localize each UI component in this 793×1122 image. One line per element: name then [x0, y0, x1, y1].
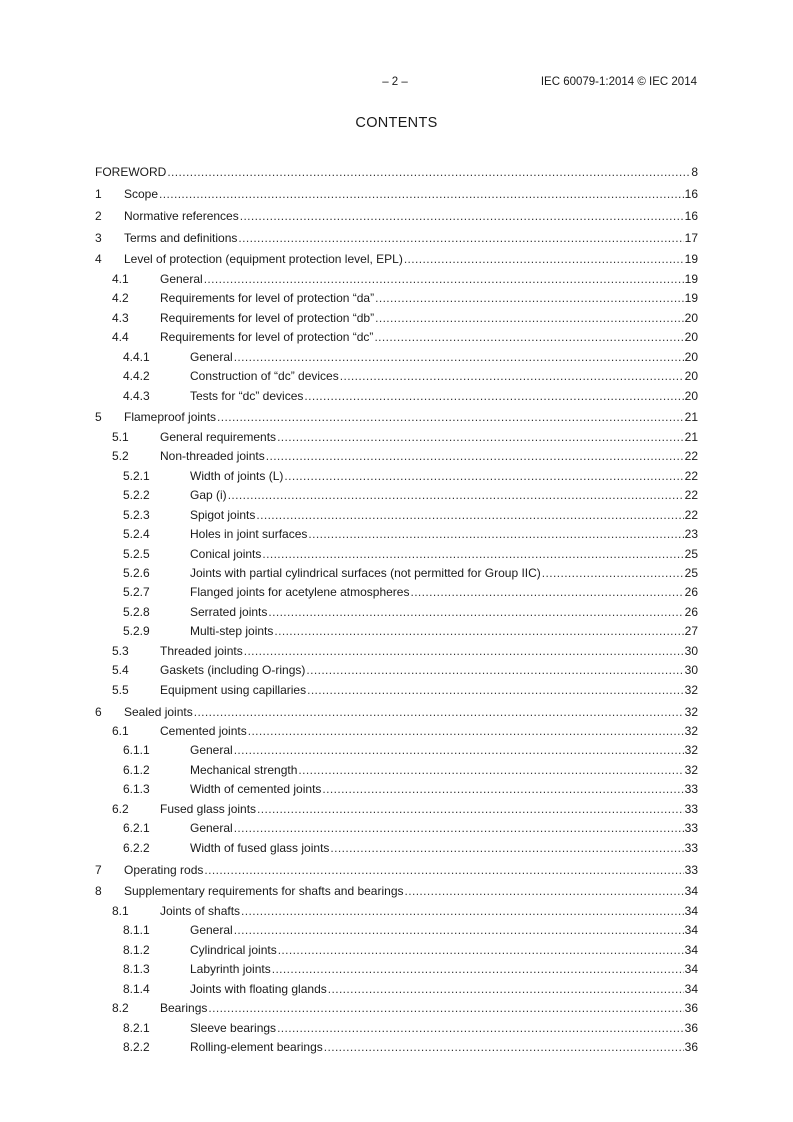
toc-leader-dots — [298, 763, 683, 777]
toc-entry-page: 20 — [684, 330, 698, 345]
toc-entry-page: 36 — [684, 1020, 698, 1035]
toc-leader-dots — [217, 410, 684, 424]
toc-entry-page: 32 — [684, 723, 698, 738]
toc-leader-dots — [194, 705, 684, 719]
toc-leader-dots — [208, 1001, 683, 1015]
toc-entry[interactable] — [95, 882, 698, 901]
toc-entry[interactable] — [95, 486, 698, 505]
toc-entry-number: 8.2.1 — [123, 1020, 150, 1035]
toc-entry-title: Cylindrical joints — [190, 942, 277, 957]
toc-entry[interactable] — [95, 206, 698, 225]
toc-leader-dots — [244, 644, 684, 658]
page-number: – 2 – — [382, 76, 408, 88]
toc-entry-title: Sleeve bearings — [190, 1020, 277, 1035]
toc-leader-dots — [268, 605, 683, 619]
toc-leader-dots — [284, 469, 683, 483]
toc-entry-page: 27 — [684, 624, 698, 639]
toc-entry-number: 5.5 — [112, 682, 129, 697]
toc-leader-dots — [374, 330, 683, 344]
toc-entry-number: 5.2.8 — [123, 604, 150, 619]
toc-leader-dots — [304, 389, 683, 403]
toc-entry-number: 5.2.7 — [123, 585, 150, 600]
toc-entry-page: 16 — [684, 208, 698, 223]
toc-leader-dots — [274, 624, 683, 638]
toc-entry-title: Conical joints — [190, 546, 262, 561]
toc-entry-page: 25 — [684, 565, 698, 580]
toc-entry-page: 34 — [684, 962, 698, 977]
toc-entry-number: 6.1 — [112, 723, 129, 738]
toc-entry-page: 33 — [684, 782, 698, 797]
toc-entry-number: 7 — [95, 862, 102, 877]
toc-entry[interactable] — [95, 901, 698, 920]
toc-leader-dots — [234, 743, 684, 757]
toc-entry[interactable] — [95, 1018, 698, 1037]
toc-leader-dots — [204, 863, 683, 877]
toc-entry-number: 5.2.5 — [123, 546, 150, 561]
toc-entry-title: Fused glass joints — [160, 801, 257, 816]
toc-entry-number: 4.4 — [112, 330, 129, 345]
toc-entry[interactable] — [95, 818, 698, 837]
toc-entry-number: 8.1.1 — [123, 923, 150, 938]
toc-entry-number: 8.1.2 — [123, 942, 150, 957]
toc-entry-number: 4.4.2 — [123, 369, 150, 384]
toc-entry[interactable] — [95, 921, 698, 940]
toc-entry-page: 20 — [684, 369, 698, 384]
toc-entry[interactable] — [95, 622, 698, 641]
toc-leader-dots — [234, 350, 684, 364]
toc-entry-title: Multi-step joints — [190, 624, 274, 639]
toc-entry[interactable] — [95, 427, 698, 446]
toc-entry-number: 5.2.3 — [123, 507, 150, 522]
toc-entry-number: 3 — [95, 230, 102, 245]
toc-entry-page: 33 — [684, 801, 698, 816]
toc-leader-dots — [262, 547, 683, 561]
toc-entry[interactable] — [95, 1037, 698, 1056]
toc-entry-page: 22 — [684, 488, 698, 503]
toc-entry[interactable] — [95, 799, 698, 818]
toc-entry-page: 20 — [684, 388, 698, 403]
toc-entry-number: 8 — [95, 884, 102, 899]
toc-entry-title: Requirements for level of protection “db” — [160, 310, 375, 325]
toc-entry-number: 6.2.1 — [123, 821, 150, 836]
toc-entry-page: 34 — [684, 981, 698, 996]
toc-entry-page: 30 — [684, 643, 698, 658]
toc-entry-title: Tests for “dc” devices — [190, 388, 304, 403]
toc-entry-number: 6.1.1 — [123, 743, 150, 758]
table-of-contents — [95, 162, 698, 1057]
toc-leader-dots — [241, 904, 684, 918]
toc-entry-title: Width of cemented joints — [190, 782, 322, 797]
toc-entry-page: 34 — [684, 903, 698, 918]
toc-entry-title: Operating rods — [124, 862, 204, 877]
toc-entry-page: 23 — [684, 527, 698, 542]
toc-entry-page: 17 — [684, 230, 698, 245]
toc-entry-number: 8.2 — [112, 1001, 129, 1016]
toc-entry[interactable] — [95, 860, 698, 879]
toc-entry-number: 8.1.4 — [123, 981, 150, 996]
toc-entry-page: 32 — [684, 704, 698, 719]
toc-entry-page: 19 — [684, 291, 698, 306]
toc-entry-number: 5.2 — [112, 449, 129, 464]
toc-entry-title: General — [190, 821, 233, 836]
toc-entry[interactable] — [95, 780, 698, 799]
toc-leader-dots — [308, 527, 683, 541]
toc-entry-title: Joints of shafts — [160, 903, 241, 918]
toc-entry-page: 26 — [684, 604, 698, 619]
toc-entry-title: Non-threaded joints — [160, 449, 265, 464]
toc-entry-title: Spigot joints — [190, 507, 256, 522]
toc-entry-number: 5.2.4 — [123, 527, 150, 542]
toc-entry-page: 22 — [684, 507, 698, 522]
toc-entry[interactable] — [95, 466, 698, 485]
toc-entry-title: Labyrinth joints — [190, 962, 271, 977]
toc-leader-dots — [266, 449, 684, 463]
toc-entry-title: Equipment using capillaries — [160, 682, 307, 697]
toc-leader-dots — [167, 165, 690, 179]
toc-entry-title: Width of joints (L) — [190, 468, 284, 483]
toc-leader-dots — [277, 430, 684, 444]
toc-entry[interactable] — [95, 940, 698, 959]
toc-entry-title: General — [190, 349, 233, 364]
toc-entry-number: 5.2.2 — [123, 488, 150, 503]
toc-entry-page: 26 — [684, 585, 698, 600]
toc-leader-dots — [375, 311, 684, 325]
toc-leader-dots — [204, 272, 684, 286]
toc-entry-title: Flanged joints for acetylene atmospheres — [190, 585, 410, 600]
toc-leader-dots — [234, 923, 684, 937]
toc-entry[interactable] — [95, 308, 698, 327]
toc-entry-title: General — [190, 923, 233, 938]
toc-leader-dots — [272, 962, 684, 976]
toc-leader-dots — [330, 841, 683, 855]
toc-entry-page: 8 — [691, 164, 698, 179]
toc-entry-title: Level of protection (equipment protection level, EPL) — [124, 252, 403, 267]
toc-entry[interactable] — [95, 660, 698, 679]
toc-leader-dots — [159, 187, 684, 201]
toc-leader-dots — [248, 724, 684, 738]
toc-entry[interactable] — [95, 505, 698, 524]
toc-entry[interactable] — [95, 702, 698, 721]
toc-entry-page: 33 — [684, 862, 698, 877]
toc-entry-number: 5.1 — [112, 429, 129, 444]
toc-entry-number: 5 — [95, 410, 102, 425]
toc-entry-page: 36 — [684, 1039, 698, 1054]
toc-leader-dots — [307, 683, 684, 697]
toc-entry-title: Flameproof joints — [124, 410, 217, 425]
toc-entry[interactable] — [95, 583, 698, 602]
toc-entry[interactable] — [95, 838, 698, 857]
toc-leader-dots — [328, 982, 684, 996]
toc-entry-page: 21 — [684, 410, 698, 425]
toc-entry-title: Cemented joints — [160, 723, 247, 738]
toc-entry-number: 8.1.3 — [123, 962, 150, 977]
toc-entry-page: 20 — [684, 310, 698, 325]
toc-entry-title: General requirements — [160, 429, 277, 444]
toc-entry[interactable] — [95, 408, 698, 427]
toc-leader-dots — [410, 585, 683, 599]
toc-leader-dots — [405, 884, 684, 898]
toc-entry-title: Gaskets (including O-rings) — [160, 663, 306, 678]
toc-entry[interactable] — [95, 328, 698, 347]
toc-entry-page: 34 — [684, 942, 698, 957]
toc-entry-title: Gap (i) — [190, 488, 227, 503]
toc-entry[interactable] — [95, 998, 698, 1017]
toc-entry-page: 25 — [684, 546, 698, 561]
toc-entry[interactable] — [95, 979, 698, 998]
toc-entry-number: 6.2 — [112, 801, 129, 816]
toc-entry-title: Joints with partial cylindrical surfaces (not permitted for Group IIC) — [190, 565, 541, 580]
toc-leader-dots — [306, 663, 683, 677]
toc-leader-dots — [256, 508, 683, 522]
toc-entry[interactable] — [95, 386, 698, 405]
toc-entry-page: 19 — [684, 271, 698, 286]
toc-entry-title: Construction of “dc” devices — [190, 369, 339, 384]
toc-leader-dots — [542, 566, 684, 580]
toc-leader-dots — [257, 802, 684, 816]
toc-entry-page: 20 — [684, 349, 698, 364]
toc-entry[interactable] — [95, 741, 698, 760]
toc-entry-page: 33 — [684, 821, 698, 836]
toc-entry-number: 6 — [95, 704, 102, 719]
toc-entry-page: 21 — [684, 429, 698, 444]
toc-entry-number: 4.4.3 — [123, 388, 150, 403]
toc-entry[interactable] — [95, 184, 698, 203]
toc-leader-dots — [322, 782, 683, 796]
toc-leader-dots — [240, 209, 684, 223]
toc-entry-title: Rolling-element bearings — [190, 1039, 323, 1054]
toc-entry[interactable] — [95, 250, 698, 269]
toc-entry[interactable] — [95, 760, 698, 779]
toc-entry[interactable] — [95, 447, 698, 466]
toc-entry[interactable] — [95, 162, 698, 181]
toc-entry-page: 32 — [684, 682, 698, 697]
toc-entry-title: Terms and definitions — [124, 230, 238, 245]
toc-entry-page: 22 — [684, 468, 698, 483]
toc-entry-title: General — [190, 743, 233, 758]
toc-entry-page: 19 — [684, 252, 698, 267]
toc-entry-title: Scope — [124, 186, 159, 201]
toc-entry-page: 34 — [684, 923, 698, 938]
toc-entry-number: 6.2.2 — [123, 840, 150, 855]
toc-entry[interactable] — [95, 228, 698, 247]
toc-entry-title: Threaded joints — [160, 643, 243, 658]
toc-entry-number: 5.3 — [112, 643, 129, 658]
toc-leader-dots — [340, 369, 684, 383]
toc-entry[interactable] — [95, 960, 698, 979]
toc-entry-title: Width of fused glass joints — [190, 840, 330, 855]
toc-entry[interactable] — [95, 347, 698, 366]
toc-entry[interactable] — [95, 524, 698, 543]
toc-entry-number: 4.3 — [112, 310, 129, 325]
toc-entry-number: 5.2.6 — [123, 565, 150, 580]
toc-entry-number: 6.1.2 — [123, 762, 150, 777]
page-title: CONTENTS — [355, 115, 438, 131]
toc-entry-number: 5.4 — [112, 663, 129, 678]
toc-entry-page: 33 — [684, 840, 698, 855]
toc-entry[interactable] — [95, 641, 698, 660]
toc-leader-dots — [324, 1040, 684, 1054]
toc-entry[interactable] — [95, 544, 698, 563]
toc-entry[interactable] — [95, 680, 698, 699]
toc-entry-title: Sealed joints — [124, 704, 193, 719]
toc-entry-title: Requirements for level of protection “da” — [160, 291, 375, 306]
toc-leader-dots — [238, 231, 683, 245]
toc-entry[interactable] — [95, 269, 698, 288]
toc-entry-title: FOREWORD — [95, 164, 167, 179]
toc-entry-number: 4.2 — [112, 291, 129, 306]
toc-entry[interactable] — [95, 721, 698, 740]
toc-entry-title: Normative references — [124, 208, 239, 223]
toc-entry-number: 5.2.1 — [123, 468, 150, 483]
toc-leader-dots — [277, 1021, 684, 1035]
toc-entry-title: Holes in joint surfaces — [190, 527, 308, 542]
toc-entry-title: Supplementary requirements for shafts and bearings — [124, 884, 404, 899]
toc-entry-page: 36 — [684, 1001, 698, 1016]
toc-entry-page: 32 — [684, 743, 698, 758]
toc-leader-dots — [234, 821, 684, 835]
toc-entry-page: 22 — [684, 449, 698, 464]
toc-entry-number: 6.1.3 — [123, 782, 150, 797]
toc-entry[interactable] — [95, 366, 698, 385]
standard-reference: IEC 60079-1:2014 © IEC 2014 — [540, 76, 697, 88]
page-header — [0, 76, 793, 92]
toc-entry-title: Mechanical strength — [190, 762, 298, 777]
toc-entry-page: 34 — [684, 884, 698, 899]
toc-entry-number: 2 — [95, 208, 102, 223]
toc-entry-number: 8.2.2 — [123, 1039, 150, 1054]
toc-entry-number: 1 — [95, 186, 102, 201]
toc-leader-dots — [278, 943, 684, 957]
toc-entry-number: 4 — [95, 252, 102, 267]
toc-entry-page: 32 — [684, 762, 698, 777]
toc-entry-page: 30 — [684, 663, 698, 678]
toc-entry-title: Serrated joints — [190, 604, 268, 619]
toc-entry-number: 8.1 — [112, 903, 129, 918]
toc-entry[interactable] — [95, 563, 698, 582]
toc-leader-dots — [404, 252, 684, 266]
toc-entry-number: 4.4.1 — [123, 349, 150, 364]
toc-leader-dots — [228, 488, 684, 502]
toc-entry-title: Joints with floating glands — [190, 981, 327, 996]
toc-entry-title: Requirements for level of protection “dc” — [160, 330, 374, 345]
toc-entry-title: General — [160, 271, 203, 286]
toc-entry[interactable] — [95, 602, 698, 621]
toc-leader-dots — [375, 291, 684, 305]
toc-entry-page: 16 — [684, 186, 698, 201]
toc-entry[interactable] — [95, 289, 698, 308]
toc-entry-number: 5.2.9 — [123, 624, 150, 639]
toc-entry-title: Bearings — [160, 1001, 208, 1016]
toc-entry-number: 4.1 — [112, 271, 129, 286]
